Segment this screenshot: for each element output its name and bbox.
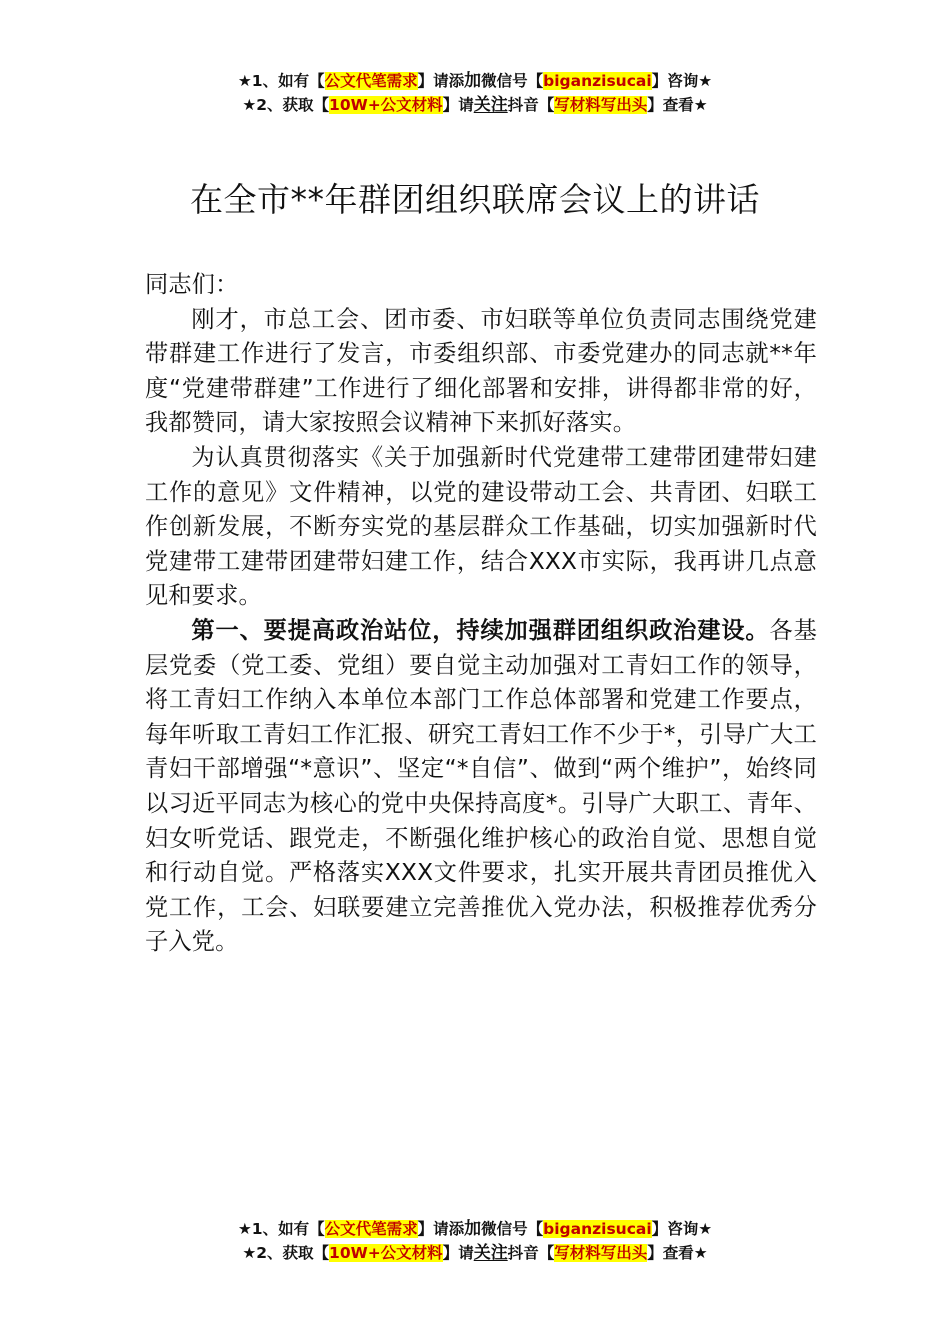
banner-line2-prefix: ★2、获取【 [242, 96, 330, 114]
banner-line2-mid2: 抖音【 [507, 96, 555, 114]
banner-line1-mid1: 】请添 [417, 72, 465, 90]
banner-line-1 [0, 69, 950, 93]
footer-line1-mid2: 微信号【 [481, 1220, 544, 1238]
footer-banner [0, 1217, 950, 1265]
footer-line2-highlight-douyin: 写材料写出头 [554, 1244, 648, 1262]
footer-line2-prefix: ★2、获取【 [242, 1244, 330, 1262]
paragraph-1: 刚才，市总工会、团市委、市妇联等单位负责同志围绕党建带群建工作进行了发言，市委组织部、市委党建办的同志就**年度“党建带群建”工作进行了细化部署和安排，讲得都非常的好，我都赞同，请大家按照会议精神下来抓好落实。 [145, 305, 817, 437]
banner-line1-suffix: 】咨询★ [651, 72, 713, 90]
footer-line2-suffix: 】查看★ [647, 1244, 708, 1262]
banner-line1-mid-strong: 加 [464, 71, 482, 91]
footer-line2-mid1: 】请 [442, 1244, 474, 1262]
footer-line2-mid2: 抖音【 [507, 1244, 555, 1262]
banner-line2-suffix: 】查看★ [647, 96, 708, 114]
paragraph-2: 为认真贯彻落实《关于加强新时代党建带工建带团建带妇建工作的意见》文件精神，以党的建设带动工会、共青团、妇联工作创新发展，不断夯实党的基层群众工作基础，切实加强新时代党建带工建带团建带妇建工作，结合XXX市实际，我再讲几点意见和要求。 [145, 443, 817, 610]
banner-line1-highlight-service: 公文代笔需求 [324, 72, 418, 90]
footer-banner-line-1 [0, 1217, 950, 1241]
salutation: 同志们： [145, 271, 239, 298]
document-title: 在全市**年群团组织联席会议上的讲话 [190, 180, 760, 219]
footer-line1-highlight-service: 公文代笔需求 [324, 1220, 418, 1238]
banner-line-2 [0, 93, 950, 117]
section-1-heading: 第一、要提高政治站位，持续加强群团组织政治建设。 [191, 616, 770, 644]
section-1 [145, 614, 817, 960]
header-banner [0, 69, 950, 117]
banner-line1-mid2: 微信号【 [481, 72, 544, 90]
banner-line1-highlight-wechat: biganzisucai [543, 72, 652, 90]
footer-line2-highlight-materials: 10W+公文材料 [329, 1244, 443, 1262]
footer-line1-mid-strong: 加 [464, 1219, 482, 1239]
banner-line1-prefix: ★1、如有【 [237, 72, 325, 90]
document-body [145, 268, 817, 960]
banner-line2-highlight-materials: 10W+公文材料 [329, 96, 443, 114]
footer-line2-underlined: 关注 [473, 1243, 508, 1263]
banner-line2-underlined: 关注 [473, 95, 508, 115]
footer-line1-prefix: ★1、如有【 [237, 1220, 325, 1238]
footer-banner-line-2 [0, 1241, 950, 1265]
banner-line2-highlight-douyin: 写材料写出头 [554, 96, 648, 114]
banner-line2-mid1: 】请 [442, 96, 474, 114]
section-1-body: 各基层党委（党工委、党组）要自觉主动加强对工青妇工作的领导，将工青妇工作纳入本单位本部门工作总体部署和党建工作要点，每年听取工青妇工作汇报、研究工青妇工作不少于*，引导广大工青妇干部增强“*意识”、坚定“*自信”、做到“两个维护”，始终同以习近平同志为核心的党中央保持高度*。引导广大职工、青年、妇女听党话、跟党走，不断强化维护核心的政治自觉、思想自觉和行动自觉。严格落实XXX文件要求，扎实开展共青团员推优入党工作，工会、妇联要建立完善推优入党办法，积极推荐优秀分子入党。 [145, 616, 817, 956]
footer-line1-highlight-wechat: biganzisucai [543, 1220, 652, 1238]
footer-line1-mid1: 】请添 [417, 1220, 465, 1238]
footer-line1-suffix: 】咨询★ [651, 1220, 713, 1238]
